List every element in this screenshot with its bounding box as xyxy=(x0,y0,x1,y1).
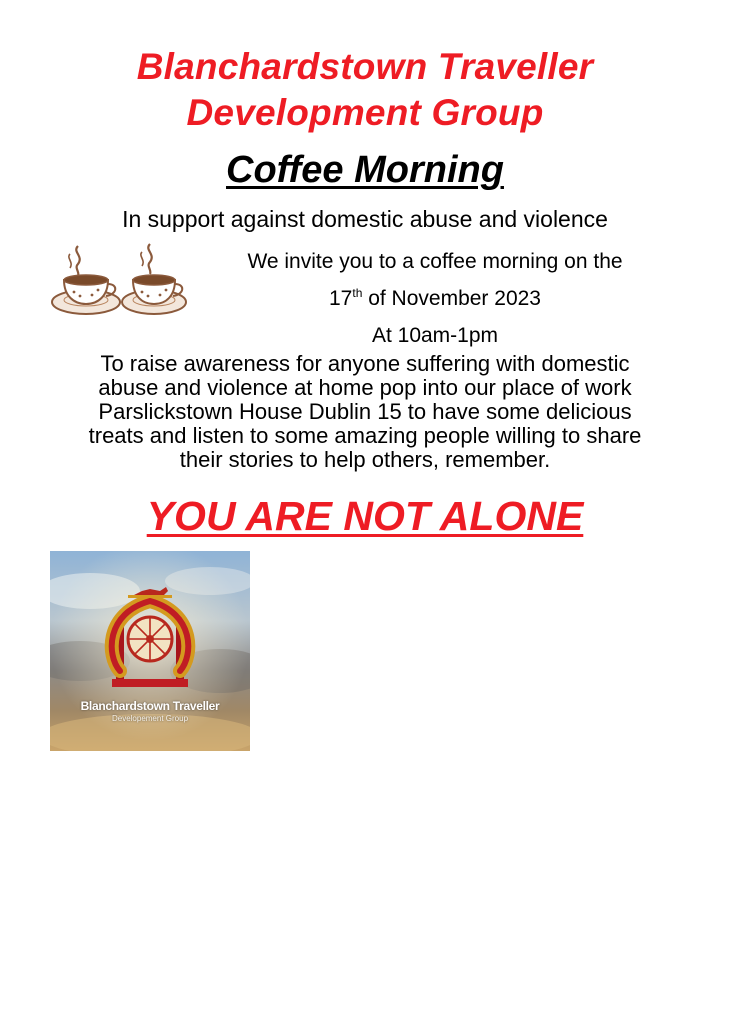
description-line: their stories to help others, remember. xyxy=(179,447,551,472)
event-title: Coffee Morning xyxy=(226,149,504,191)
description-line: treats and listen to some amazing people willing to share xyxy=(88,423,642,448)
invitation-block xyxy=(190,243,680,354)
description-line: Parslickstown House Dublin 15 to have some delicious xyxy=(98,399,632,424)
event-date-day: 17 xyxy=(329,287,353,310)
slogan: YOU ARE NOT ALONE xyxy=(146,493,584,539)
description-paragraph xyxy=(20,352,710,472)
coffee-cups-icon xyxy=(48,240,188,320)
organization-title-line1: Blanchardstown Traveller xyxy=(136,46,594,87)
event-date xyxy=(190,280,680,317)
event-date-rest: of November 2023 xyxy=(362,287,541,310)
description-line: To raise awareness for anyone suffering with domestic xyxy=(100,351,630,376)
logo-organization-name: Blanchardstown Traveller xyxy=(80,699,220,713)
description-line: abuse and violence at home pop into our place of work xyxy=(98,375,632,400)
event-time: At 10am-1pm xyxy=(371,324,499,347)
event-date-suffix: th xyxy=(352,286,363,300)
logo-organization-subtitle: Developement Group xyxy=(111,714,189,723)
support-subtitle: In support against domestic abuse and violence xyxy=(122,206,608,232)
organization-logo xyxy=(50,551,250,751)
organization-title xyxy=(0,44,730,136)
organization-title-line2: Development Group xyxy=(186,92,544,133)
invitation-line: We invite you to a coffee morning on the xyxy=(247,250,623,273)
